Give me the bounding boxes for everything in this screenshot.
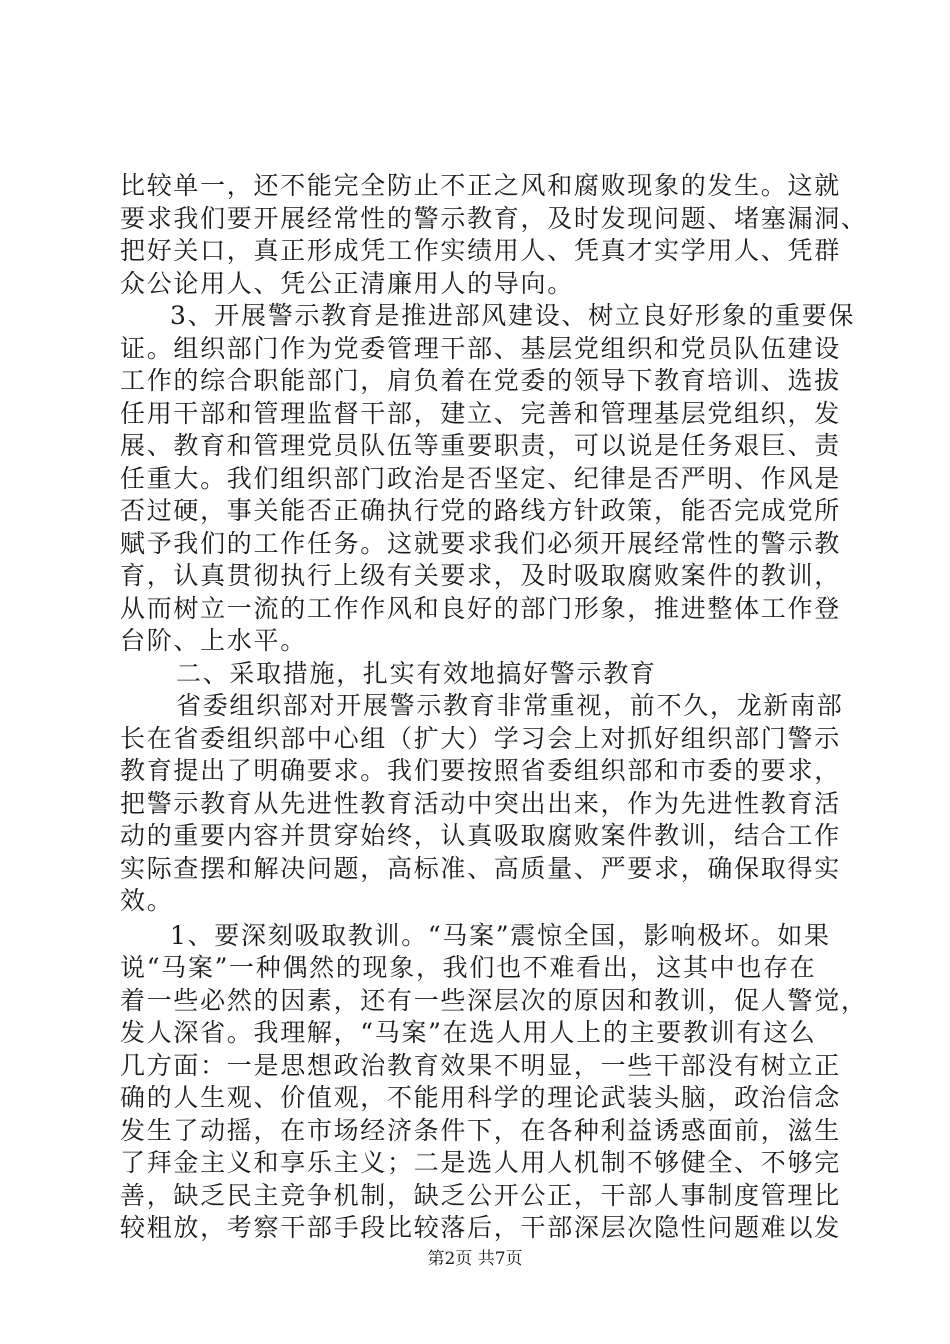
text-line: 较粗放，考察干部手段比较落后，干部深层次隐性问题难以发 (120, 1213, 841, 1242)
text-line: 确的人生观、价值观，不能用科学的理论武装头脑，政治信念 (120, 1083, 841, 1112)
text-line: 发生了动摇，在市场经济条件下，在各种利益诱惑面前，滋生 (120, 1115, 841, 1145)
text-line: 任用干部和管理监督干部，建立、完善和管理基层党组织，发 (120, 398, 841, 428)
text-line: 台阶、上水平。 (120, 626, 307, 655)
text-line: 着一些必然的因素，还有一些深层次的原因和教训，促人警觉， (120, 985, 868, 1015)
text-line: 说“马案”一种偶然的现象，我们也不难看出，这其中也存在 (120, 953, 817, 982)
page-number-footer: 第2页 共7页 (427, 1249, 523, 1269)
text-line: 众公论用人、凭公正清廉用人的导向。 (120, 268, 574, 298)
text-line: 善，缺乏民主竞争机制，缺乏公开公正，干部人事制度管理比 (120, 1180, 841, 1210)
text-line: 发人深省。我理解，“马案”在选人用人上的主要教训有这么 (120, 1018, 817, 1047)
document-body (120, 170, 868, 1245)
text-line: 展、教育和管理党员队伍等重要职责，可以说是任务艰巨、责 (120, 431, 841, 460)
text-line: 任重大。我们组织部门政治是否坚定、纪律是否严明、作风是 (120, 463, 841, 493)
text-line: 从而树立一流的工作作风和良好的部门形象，推进整体工作登 (120, 593, 841, 623)
text-line: 1、要深刻吸取教训。“马案”震惊全国，影响极坏。如果 (170, 920, 831, 950)
text-line: 把警示教育从先进性教育活动中突出出来，作为先进性教育活 (120, 788, 841, 818)
text-line: 动的重要内容并贯穿始终，认真吸取腐败案件教训，结合工作 (120, 821, 841, 850)
text-line: 教育提出了明确要求。我们要按照省委组织部和市委的要求， (120, 756, 841, 785)
text-line: 比较单一，还不能完全防止不正之风和腐败现象的发生。这就 (120, 171, 841, 200)
text-line: 工作的综合职能部门，肩负着在党委的领导下教育培训、选拔 (120, 366, 841, 395)
text-line: 几方面：一是思想政治教育效果不明显，一些干部没有树立正 (120, 1050, 841, 1080)
text-line: 要求我们要开展经常性的警示教育，及时发现问题、堵塞漏洞、 (120, 203, 868, 233)
text-line: 长在省委组织部中心组（扩大）学习会上对抓好组织部门警示 (120, 723, 841, 753)
text-line: 省委组织部对开展警示教育非常重视，前不久，龙新南部 (176, 691, 844, 720)
text-line: 把好关口，真正形成凭工作实绩用人、凭真才实学用人、凭群 (120, 236, 841, 265)
text-line: 效。 (120, 886, 174, 915)
text-line: 了拜金主义和享乐主义；二是选人用人机制不够健全、不够完 (120, 1148, 841, 1177)
section-heading: 二、采取措施，扎实有效地搞好警示教育 (176, 658, 657, 688)
text-line: 实际查摆和解决问题，高标准、高质量、严要求，确保取得实 (120, 853, 841, 883)
text-line: 育，认真贯彻执行上级有关要求，及时吸取腐败案件的教训， (120, 561, 841, 590)
text-line: 证。组织部门作为党委管理干部、基层党组织和党员队伍建设 (120, 333, 841, 363)
text-line: 否过硬，事关能否正确执行党的路线方针政策，能否完成党所 (120, 496, 841, 525)
text-line: 赋予我们的工作任务。这就要求我们必须开展经常性的警示教 (120, 528, 841, 558)
text-line: 3、开展警示教育是推进部风建设、树立良好形象的重要保 (170, 301, 856, 330)
